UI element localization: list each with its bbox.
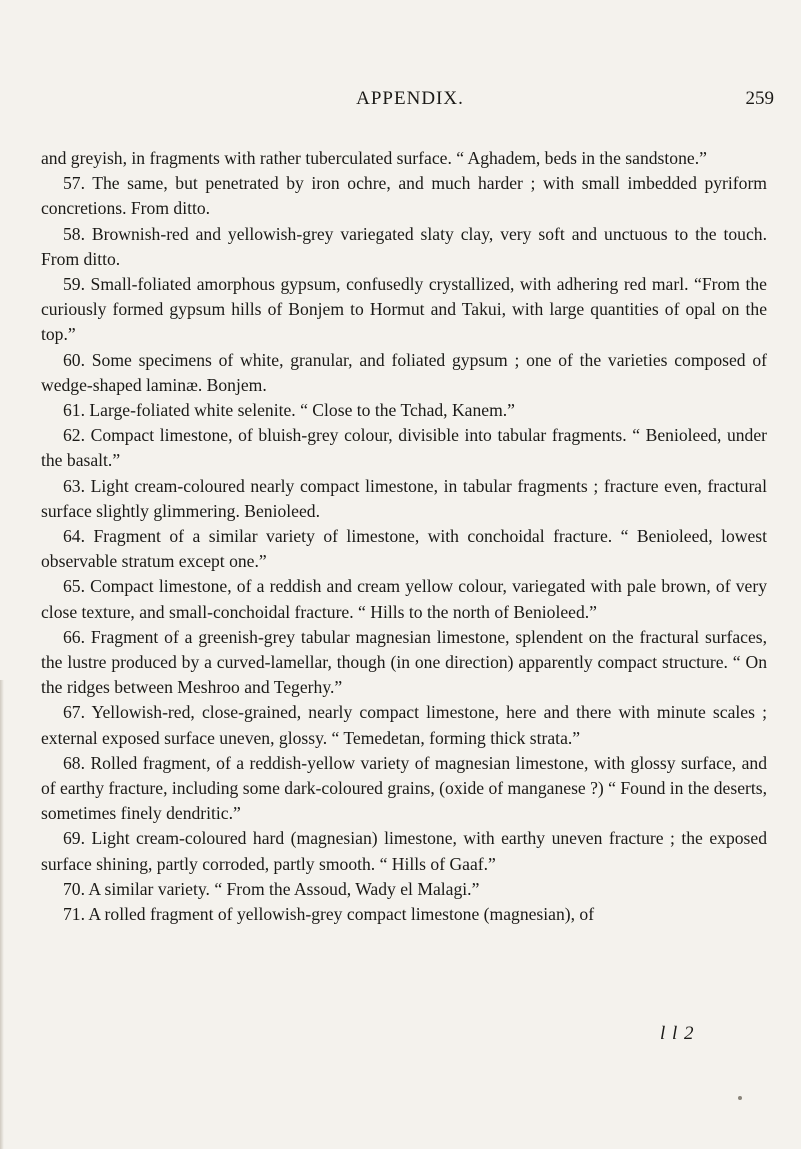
page-header (40, 88, 780, 118)
entry-58: 58. Brownish-red and yellowish-grey variegated slaty clay, very soft and unctuous to the touch. From ditto. (41, 223, 767, 269)
entry-69: 69. Light cream-coloured hard (magnesian) limestone, with earthy uneven fracture ; the exposed surface shining, partly corroded, partly smooth. “ Hills of Gaaf.” (41, 828, 767, 874)
entry-59: 59. Small-foliated amorphous gypsum, confusedly crystallized, with adhering red marl. “From the curiously formed gypsum hills of Bonjem to Hormut and Takui, with large quantities of opal on the top.” (41, 274, 767, 345)
entry-70: 70. A similar variety. “ From the Assoud, Wady el Malagi.” (63, 878, 480, 899)
entry-64: 64. Fragment of a similar variety of limestone, with conchoidal fracture. “ Benioleed, lowest observable stratum except one.” (41, 526, 767, 572)
entry-60: 60. Some specimens of white, granular, and foliated gypsum ; one of the varieties composed of wedge-shaped laminæ. Bonjem. (41, 349, 767, 395)
paper-speck (738, 1096, 742, 1100)
entry-62: 62. Compact limestone, of bluish-grey colour, divisible into tabular fragments. “ Benioleed, under the basalt.” (41, 425, 767, 471)
page-edge-shadow (0, 680, 4, 1149)
running-head: APPENDIX. (356, 88, 464, 109)
entry-67: 67. Yellowish-red, close-grained, nearly compact limestone, here and there with minute scales ; external exposed surface uneven, glossy. “ Temedetan, forming thick strata.” (41, 702, 767, 748)
entry-68: 68. Rolled fragment, of a reddish-yellow variety of magnesian limestone, with glossy surface, and of earthy fracture, including some dark-coloured grains, (oxide of manganese ?) “ Found in the deserts, sometimes finely dendritic.” (41, 752, 767, 824)
paragraph-continuation: and greyish, in fragments with rather tuberculated surface. “ Aghadem, beds in the sandstone.” (41, 148, 707, 168)
entry-66: 66. Fragment of a greenish-grey tabular magnesian limestone, splendent on the fractural surfaces, the lustre produced by a curved-lamellar, though (in one direction) apparently compact structure. “ On the ridges between Meshroo and Tegerhy.” (41, 626, 767, 698)
entry-63: 63. Light cream-coloured nearly compact limestone, in tabular fragments ; fracture even, fractural surface slightly glimmering. Benioleed. (41, 475, 767, 521)
signature-mark: l l 2 (660, 1023, 695, 1044)
body-text (41, 146, 767, 927)
entry-65: 65. Compact limestone, of a reddish and cream yellow colour, variegated with pale brown, of very close texture, and small-conchoidal fracture. “ Hills to the north of Benioleed.” (41, 576, 767, 622)
page-number: 259 (745, 88, 774, 109)
entry-57: 57. The same, but penetrated by iron ochre, and much harder ; with small imbedded pyriform concretions. From ditto. (41, 173, 767, 219)
entry-61: 61. Large-foliated white selenite. “ Close to the Tchad, Kanem.” (63, 400, 515, 421)
entry-71: 71. A rolled fragment of yellowish-grey compact limestone (magnesian), of (63, 904, 595, 925)
